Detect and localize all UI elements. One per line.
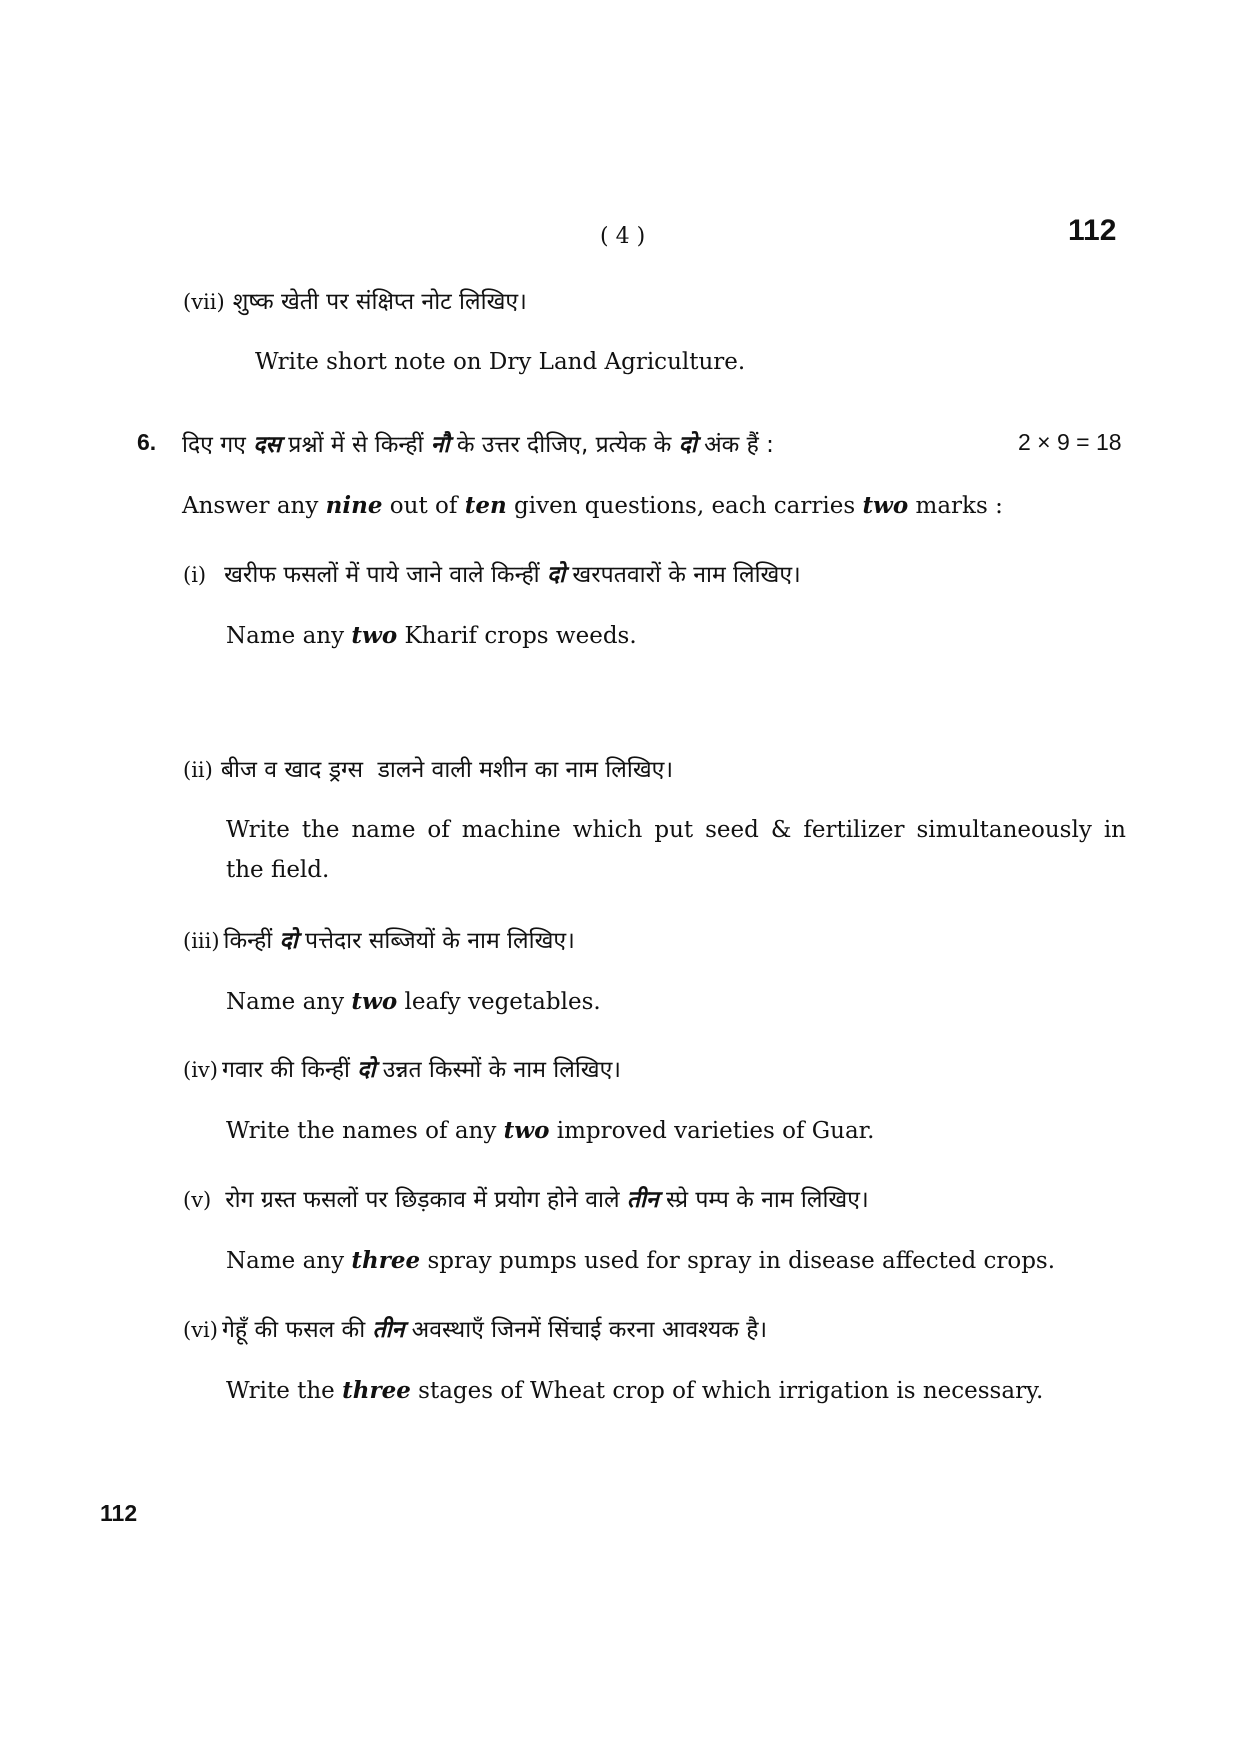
q6-marks: 2 × 9 = 18 [1018,429,1122,455]
q6-number: 6. [137,429,157,455]
q6-iv-hindi-part: उन्नत किस्मों के नाम लिखिए। [375,1057,622,1083]
q6-english-part: Answer any [182,493,326,519]
q6-iv-english-part: Write the names of any [226,1118,504,1144]
q6-i-hindi-part: खरपतवारों के नाम लिखिए। [565,562,801,588]
q6-iv-hindi-emph: दो [357,1057,376,1083]
q6-iii-english-part: Name any [226,989,352,1015]
q6-iii-hindi-part: किन्हीं [223,928,280,954]
q6-vi-hindi [183,1312,767,1344]
q6-iii-hindi-emph: दो [279,928,298,954]
q6-ii-english-line2: the field. [226,857,330,883]
q5-vii-hindi [183,284,527,316]
q6-v-english [226,1247,1055,1274]
q6-english [182,492,1003,519]
q6-vi-english-emph: three [342,1377,411,1404]
q6-v-label: (v) [183,1188,212,1212]
q6-vi-english [226,1377,1043,1404]
q6-i-english-part: Kharif crops weeds. [397,623,637,649]
q6-english-emph-two: two [862,492,909,519]
q5-vii-english: Write short note on Dry Land Agriculture. [255,349,746,375]
q6-hindi-part: दिए गए [182,432,254,458]
q6-iii-english-emph: two [351,988,398,1015]
q6-vi-hindi-emph: तीन [372,1317,405,1343]
q6-ii-hindi-text: बीज व खाद ड्रग्स डालने वाली मशीन का नाम लिखिए। [220,757,674,783]
q6-i-english-part: Name any [226,623,352,649]
q6-iii-english [226,988,601,1015]
q5-vii-label: (vii) [183,290,225,314]
q6-i-hindi-part: खरीफ फसलों में पाये जाने वाले किन्हीं [224,562,547,588]
q6-iii-hindi-part: पत्तेदार सब्जियों के नाम लिखिए। [297,928,575,954]
q6-v-hindi [183,1182,869,1214]
q6-i-english [226,622,637,649]
q6-v-hindi-part: रोग ग्रस्त फसलों पर छिड़काव में प्रयोग होने वाले [225,1187,627,1213]
q6-english-part: given questions, each carries [506,493,863,519]
q6-hindi-emph-do: दो [678,432,697,458]
q6-iv-hindi [183,1052,621,1084]
q6-v-hindi-part: स्प्रे पम्प के नाम लिखिए। [658,1187,869,1213]
q6-english-part: out of [382,493,465,519]
q6-english-part: marks : [908,493,1003,519]
page-number-marker: ( 4 ) [600,224,646,249]
q6-iii-english-part: leafy vegetables. [397,989,601,1015]
paper-code-bottom: 112 [100,1500,138,1526]
q6-v-english-emph: three [351,1247,421,1274]
q6-ii-hindi [183,752,673,784]
q6-hindi [182,427,774,459]
q5-vii-hindi-text: शुष्क खेती पर संक्षिप्त नोट लिखिए। [232,289,527,315]
q6-vi-label: (vi) [183,1318,218,1342]
q6-hindi-part: अंक हैं : [696,432,774,458]
q6-iv-label: (iv) [183,1058,218,1082]
q6-english-emph-nine: nine [325,492,383,519]
q6-english-emph-ten: ten [464,492,507,519]
q6-iv-english-part: improved varieties of Guar. [549,1118,875,1144]
q6-hindi-part: प्रश्नों में से किन्हीं [280,432,431,458]
q6-v-english-part: Name any [226,1248,352,1274]
q6-ii-label: (ii) [183,758,213,782]
q6-ii-english-line1: Write the name of machine which put seed & fertilizer simultaneously in [226,817,1126,843]
q6-v-english-part: spray pumps used for spray in disease affected crops. [420,1248,1056,1274]
q6-iv-english [226,1117,874,1144]
q6-iv-hindi-part: गवार की किन्हीं [221,1057,358,1083]
paper-code-top: 112 [1068,214,1117,247]
q6-v-hindi-emph: तीन [626,1187,659,1213]
q6-iii-hindi [183,923,575,955]
q6-vi-english-part: Write the [226,1378,343,1404]
q6-i-label: (i) [183,563,207,587]
q6-vi-hindi-part: गेहूँ की फसल की [221,1317,373,1343]
q6-vi-hindi-part: अवस्थाएँ जिनमें सिंचाई करना आवश्यक है। [404,1317,768,1343]
q6-hindi-emph-das: दस [253,432,281,458]
q6-i-english-emph: two [351,622,398,649]
q6-i-hindi-emph: दो [546,562,566,588]
q6-hindi-emph-nau: नौ [430,432,450,458]
q6-vi-english-part: stages of Wheat crop of which irrigation is necessary. [410,1378,1044,1404]
q6-hindi-part: के उत्तर दीजिए, प्रत्येक के [449,432,679,458]
q6-i-hindi [183,557,801,589]
q6-iv-english-emph: two [503,1117,550,1144]
q6-iii-label: (iii) [183,929,220,953]
